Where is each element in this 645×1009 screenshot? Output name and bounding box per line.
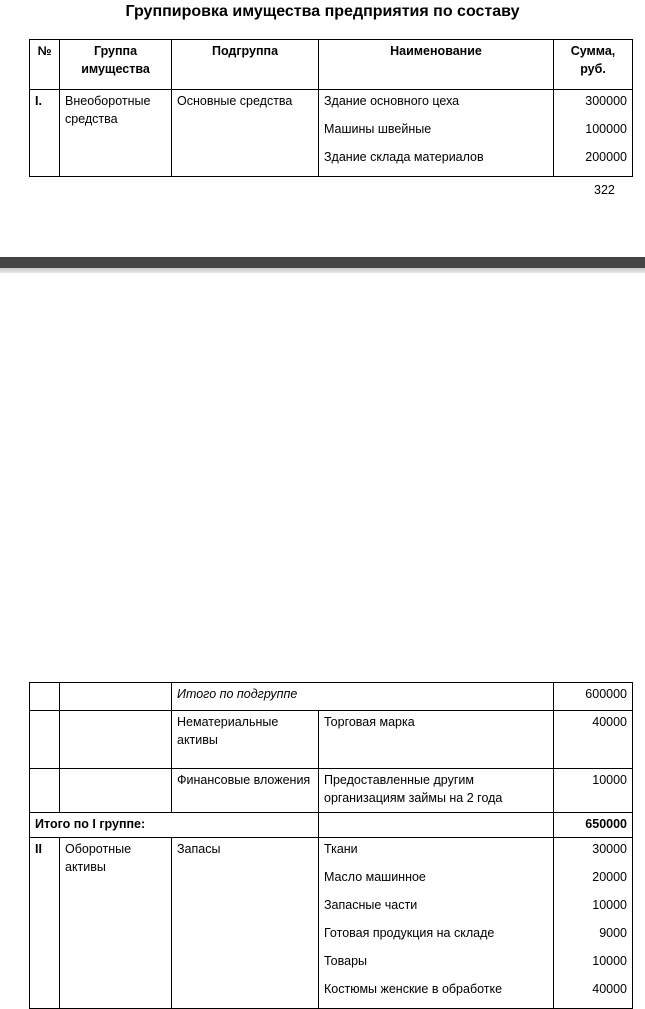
group-cell: Внеоборотные средства xyxy=(60,90,172,177)
name-cell xyxy=(319,838,554,1009)
item-sum: 10000 xyxy=(592,954,628,968)
property-table-page1 xyxy=(29,39,633,177)
item-name: Машины швейные xyxy=(324,122,432,136)
subtotal-value: 600000 xyxy=(554,683,633,711)
subtotal-label: Итого по подгруппе xyxy=(172,683,554,711)
document-title: Группировка имущества предприятия по составу xyxy=(125,3,520,20)
item-name: Товары xyxy=(324,954,367,968)
group-total-label: Итого по I группе: xyxy=(30,813,319,838)
sum-cell xyxy=(554,90,633,177)
item-name: Ткани xyxy=(324,842,358,856)
item-sum: 100000 xyxy=(585,122,627,136)
item-sum: 10000 xyxy=(592,898,628,912)
subgroup-cell: Основные средства xyxy=(172,90,319,177)
item-name: Здание склада материалов xyxy=(324,150,484,164)
item-sum: 40000 xyxy=(592,982,628,996)
sum-cell: 40000 xyxy=(554,711,633,769)
item-name: Здание основного цеха xyxy=(324,94,460,108)
subgroup-cell: Финансовые вложения xyxy=(172,769,319,813)
item-name: Масло машинное xyxy=(324,870,426,884)
item-name: Запасные части xyxy=(324,898,418,912)
item-sum: 30000 xyxy=(592,842,628,856)
header-subgroup: Подгруппа xyxy=(172,40,319,90)
item-sum: 20000 xyxy=(592,870,628,884)
item-name: Готовая продукция на складе xyxy=(324,926,495,940)
name-cell: Торговая марка xyxy=(319,711,554,769)
group-cell: Оборотные активы xyxy=(60,838,172,1009)
group-total-row xyxy=(30,813,633,838)
item-sum: 9000 xyxy=(599,926,628,940)
table-row xyxy=(30,90,633,177)
name-cell xyxy=(319,90,554,177)
sum-cell xyxy=(554,838,633,1009)
item-name: Костюмы женские в обработке xyxy=(324,982,503,996)
table-header-row xyxy=(30,40,633,90)
group-total-value: 650000 xyxy=(554,813,633,838)
property-table-page2 xyxy=(29,682,633,1009)
row-number: II xyxy=(30,838,60,1009)
page-number: 322 xyxy=(594,183,615,197)
page2-viewport xyxy=(0,341,645,996)
table-row xyxy=(30,838,633,1009)
table-row xyxy=(30,711,633,769)
header-sum: Сумма, руб. xyxy=(554,40,633,90)
subtotal-row xyxy=(30,683,633,711)
sum-cell: 10000 xyxy=(554,769,633,813)
header-no: № xyxy=(30,40,60,90)
table-row xyxy=(30,769,633,813)
item-sum: 200000 xyxy=(585,150,627,164)
row-number: I. xyxy=(30,90,60,177)
header-group: Группа имущества xyxy=(60,40,172,90)
subgroup-cell: Запасы xyxy=(172,838,319,1009)
header-name: Наименование xyxy=(319,40,554,90)
subgroup-cell: Нематериальные активы xyxy=(172,711,319,769)
item-sum: 300000 xyxy=(585,94,627,108)
page-separator xyxy=(0,257,645,273)
name-cell: Предоставленные другим организациям займы на 2 года xyxy=(319,769,554,813)
